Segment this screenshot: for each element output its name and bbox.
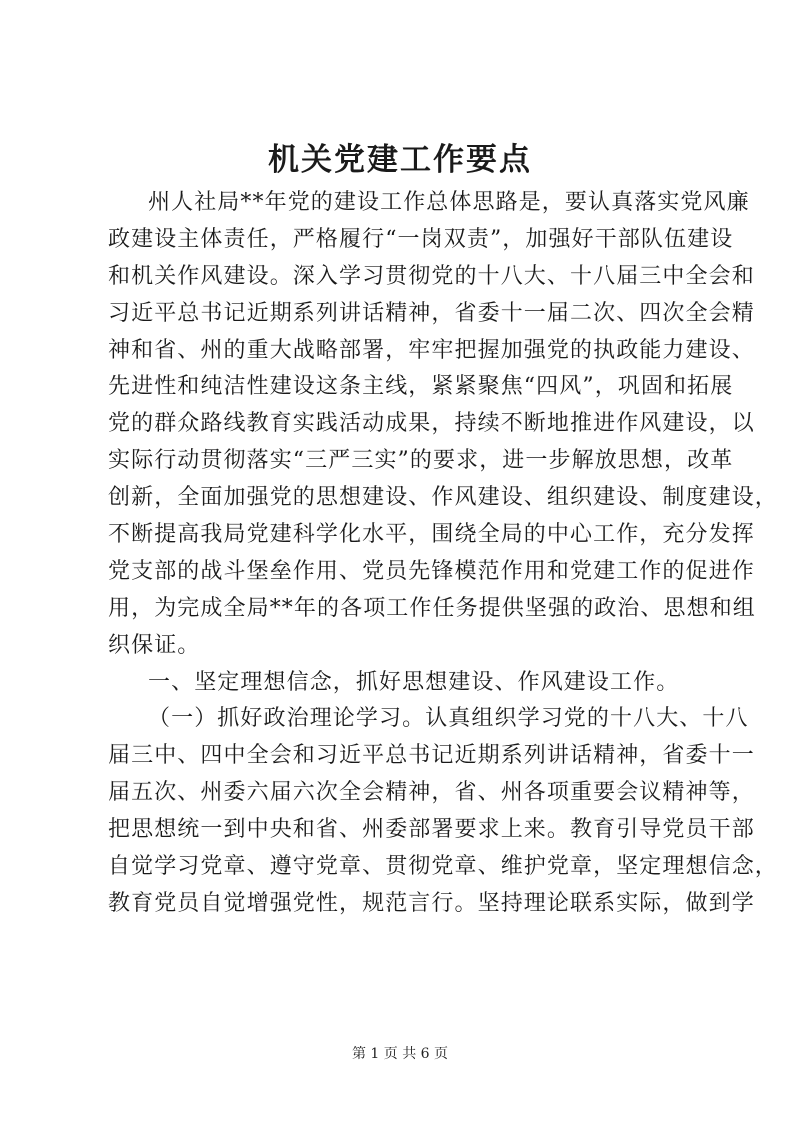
document-body bbox=[108, 185, 778, 923]
paragraph-line: 创新，全面加强党的思想建设、作风建设、组织建设、制度建设， bbox=[108, 485, 778, 511]
paragraph-line: 党支部的战斗堡垒作用、党员先锋模范作用和党建工作的促进作 bbox=[108, 558, 755, 584]
paragraph-line: 实际行动贯彻落实“三严三实”的要求，进一步解放思想，改革 bbox=[108, 448, 734, 474]
section-heading: 一、坚定理想信念，抓好思想建设、作风建设工作。 bbox=[148, 669, 680, 695]
paragraph-line: 神和省、州的重大战略部署，牢牢把握加强党的执政能力建设、 bbox=[108, 337, 755, 363]
paragraph-line: 届五次、州委六届六次全会精神，省、州各项重要会议精神等， bbox=[108, 780, 755, 806]
paragraph-line: 和机关作风建设。深入学习贯彻党的十八大、十八届三中全会和 bbox=[108, 263, 755, 289]
paragraph-line: 届三中、四中全会和习近平总书记近期系列讲话精神，省委十一 bbox=[108, 743, 755, 769]
paragraph-line: 党的群众路线教育实践活动成果，持续不断地推进作风建设，以 bbox=[108, 411, 755, 437]
paragraph-line: 习近平总书记近期系列讲话精神，省委十一届二次、四次全会精 bbox=[108, 300, 755, 326]
paragraph-line: 不断提高我局党建科学化水平，围绕全局的中心工作，充分发挥 bbox=[108, 522, 755, 548]
paragraph-line: 教育党员自觉增强党性，规范言行。坚持理论联系实际，做到学 bbox=[108, 890, 755, 916]
paragraph-line: 州人社局**年党的建设工作总体思路是，要认真落实党风廉 bbox=[148, 190, 750, 215]
page-footer: 第 1 页 共 6 页 bbox=[351, 1046, 449, 1062]
paragraph-line: 织保证。 bbox=[108, 632, 201, 658]
page-title: 机关党建工作要点 bbox=[268, 142, 532, 178]
paragraph-line: 用，为完成全局**年的各项工作任务提供坚强的政治、思想和组 bbox=[108, 595, 756, 621]
paragraph-line: 先进性和纯洁性建设这条主线，紧紧聚焦“四风”，巩固和拓展 bbox=[108, 374, 734, 400]
paragraph-line: （一）抓好政治理论学习。认真组织学习党的十八大、十八 bbox=[148, 706, 749, 732]
paragraph-line: 把思想统一到中央和省、州委部署要求上来。教育引导党员干部 bbox=[108, 817, 755, 843]
paragraph-line: 政建设主体责任，严格履行“一岗双责”，加强好干部队伍建设 bbox=[108, 226, 734, 252]
paragraph-line: 自觉学习党章、遵守党章、贯彻党章、维护党章，坚定理想信念， bbox=[108, 854, 778, 880]
